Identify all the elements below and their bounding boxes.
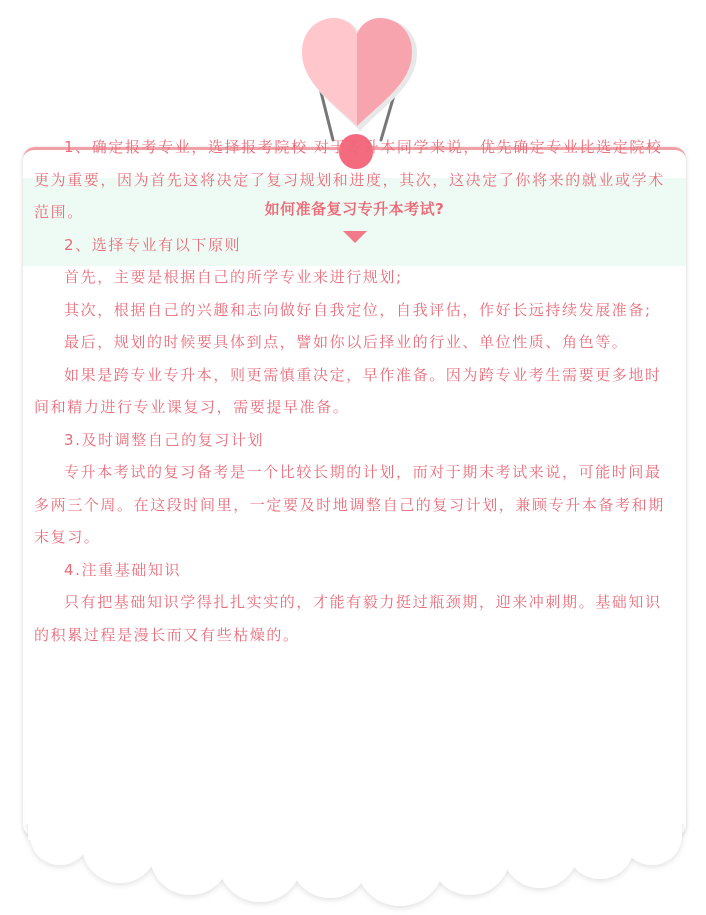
article-body	[34, 131, 678, 651]
section-heading: 4.注重基础知识	[64, 560, 182, 579]
page-title: 如何准备复习专升本考试?	[264, 200, 445, 218]
cloud-decoration	[0, 800, 706, 915]
paragraph: 如果是跨专业专升本，则更需慎重决定，早作准备。因为跨专业考生需要更多地时间和精力进行专业课复习，需要提早准备。	[34, 365, 662, 416]
paragraph: 1、确定报考专业，选择报考院校 对于专升本同学来说，优先确定专业比选定院校更为重要，因为首先这将决定了复习规划和进度，其次，这决定了你将来的就业或学术范围。	[34, 138, 665, 221]
section-heading: 2、选择专业有以下原则	[64, 235, 242, 254]
paragraph: 最后，规划的时候要具体到点，譬如你以后择业的行业、单位性质、角色等。	[64, 333, 629, 351]
section-heading: 3.及时调整自己的复习计划	[64, 430, 265, 449]
paragraph: 只有把基础知识学得扎扎实实的，才能有毅力挺过瓶颈期，迎来冲刺期。基础知识的积累过程是漫长而又有些枯燥的。	[34, 593, 662, 644]
paragraph: 其次，根据自己的兴趣和志向做好自我定位，自我评估，作好长远持续发展准备;	[64, 300, 652, 319]
paragraph: 首先，主要是根据自己的所学专业来进行规划;	[64, 268, 403, 286]
paragraph: 专升本考试的复习备考是一个比较长期的计划，而对于期末考试来说，可能时间最多两三个周。在这段时间里，一定要及时地调整自己的复习计划，兼顾专升本备考和期末复习。	[34, 463, 665, 546]
